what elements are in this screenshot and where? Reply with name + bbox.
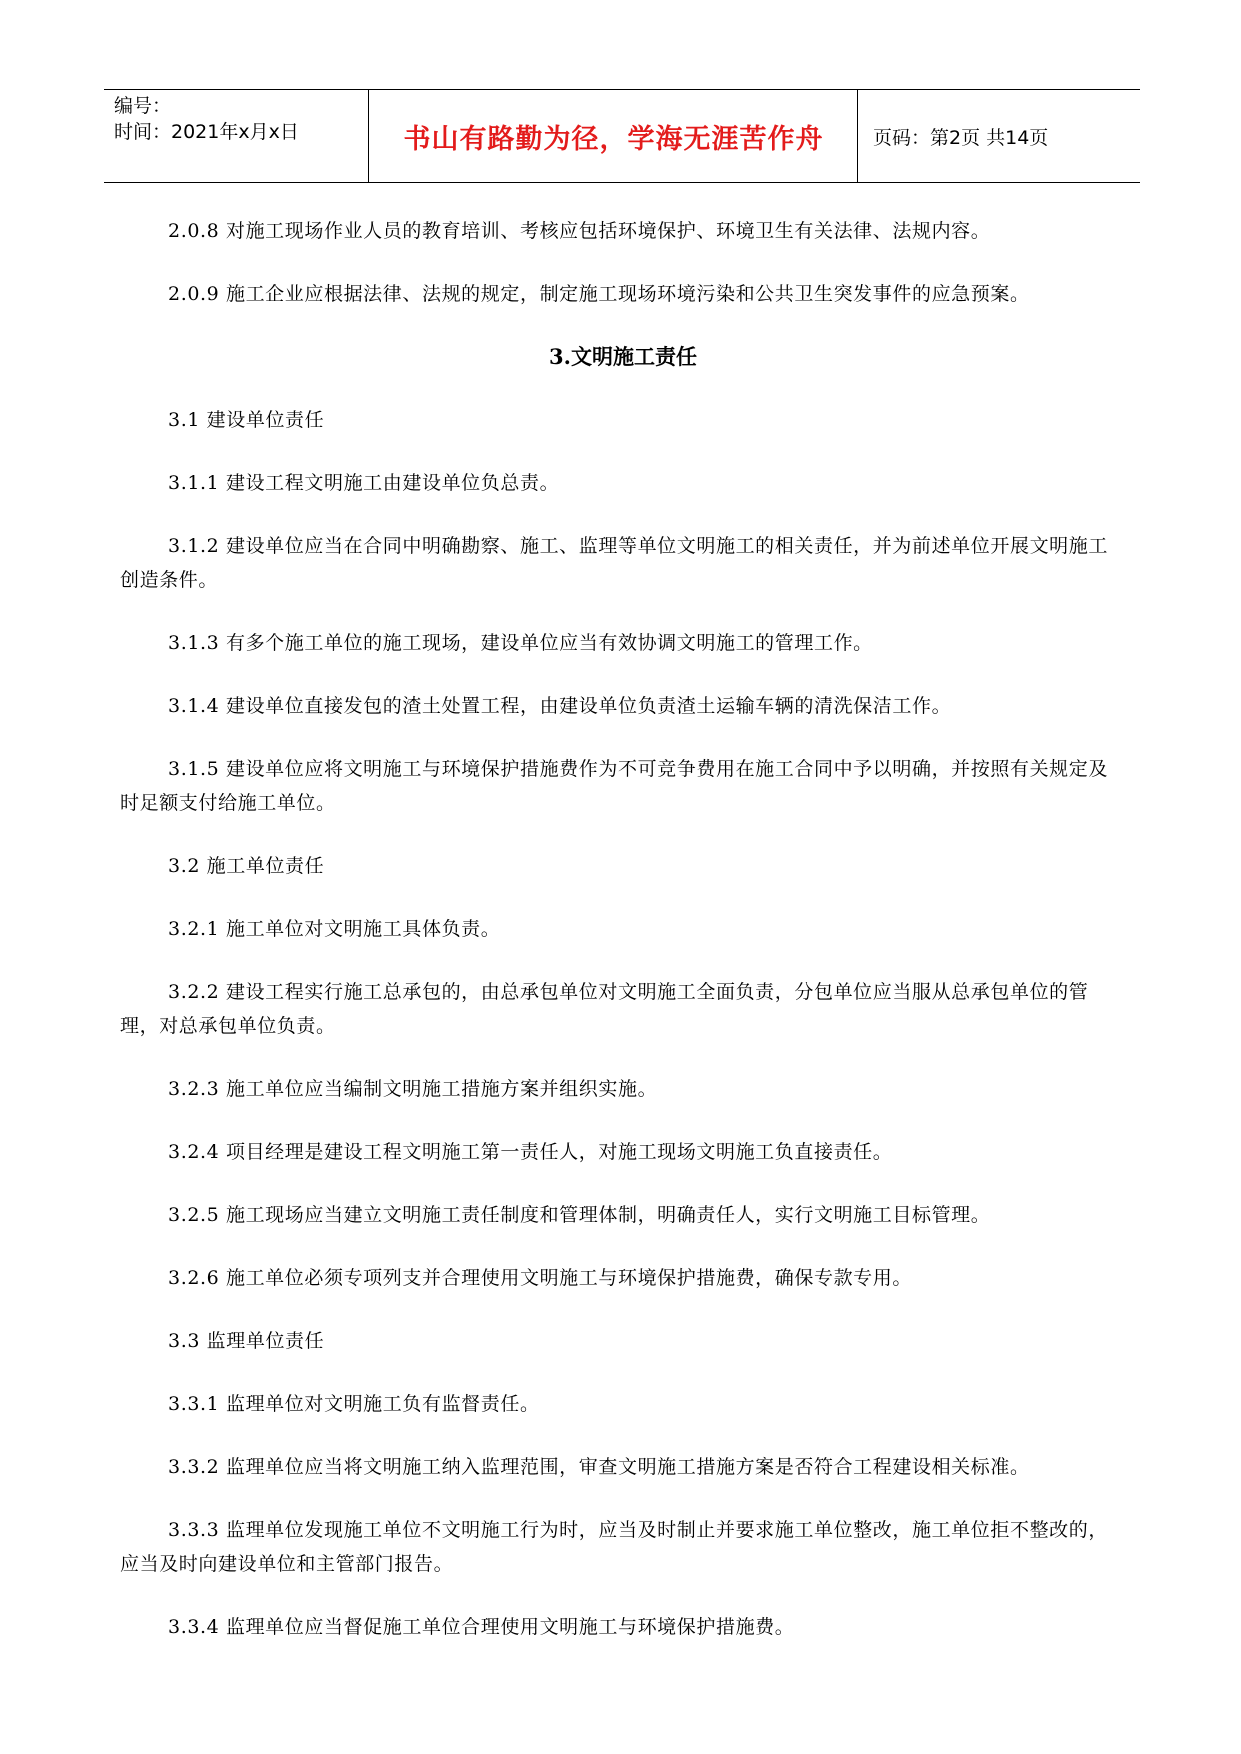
clause-3-1-1: 3.1.1 建设工程文明施工由建设单位负总责。 xyxy=(168,472,560,494)
document-body xyxy=(120,214,1126,1644)
header-time-label: 时间：2021年x月x日 xyxy=(114,121,299,143)
clause-3-2-3: 3.2.3 施工单位应当编制文明施工措施方案并组织实施。 xyxy=(168,1078,658,1100)
subsection-3-2: 3.2 施工单位责任 xyxy=(168,855,325,877)
clause-2-0-9: 2.0.9 施工企业应根据法律、法规的规定，制定施工现场环境污染和公共卫生突发事件的应急预案。 xyxy=(168,283,1030,305)
clause-3-3-1: 3.3.1 监理单位对文明施工负有监督责任。 xyxy=(168,1393,540,1415)
clause-3-2-2: 3.2.2 建设工程实行施工总承包的，由总承包单位对文明施工全面负责，分包单位应当服从总承包单位的管理，对总承包单位负责。 xyxy=(120,981,1089,1037)
header-motto: 书山有路勤为径，学海无涯苦作舟 xyxy=(403,123,824,155)
clause-3-1-3: 3.1.3 有多个施工单位的施工现场，建设单位应当有效协调文明施工的管理工作。 xyxy=(168,632,873,654)
clause-3-1-2: 3.1.2 建设单位应当在合同中明确勘察、施工、监理等单位文明施工的相关责任，并为前述单位开展文明施工创造条件。 xyxy=(120,535,1108,591)
header-code-label: 编号： xyxy=(114,95,172,117)
header-divider xyxy=(368,90,369,182)
header-divider xyxy=(857,90,858,182)
subsection-3-3: 3.3 监理单位责任 xyxy=(168,1330,325,1352)
clause-2-0-8: 2.0.8 对施工现场作业人员的教育培训、考核应包括环境保护、环境卫生有关法律、法规内容。 xyxy=(168,220,991,242)
clause-3-2-6: 3.2.6 施工单位必须专项列支并合理使用文明施工与环境保护措施费，确保专款专用。 xyxy=(168,1267,912,1289)
clause-3-2-1: 3.2.1 施工单位对文明施工具体负责。 xyxy=(168,918,501,940)
clause-3-3-3: 3.3.3 监理单位发现施工单位不文明施工行为时，应当及时制止并要求施工单位整改，施工单位拒不整改的，应当及时向建设单位和主管部门报告。 xyxy=(120,1519,1108,1575)
clause-3-3-2: 3.3.2 监理单位应当将文明施工纳入监理范围，审查文明施工措施方案是否符合工程建设相关标准。 xyxy=(168,1456,1030,1478)
clause-3-1-4: 3.1.4 建设单位直接发包的渣土处置工程，由建设单位负责渣土运输车辆的清洗保洁工作。 xyxy=(168,695,952,717)
subsection-3-1: 3.1 建设单位责任 xyxy=(168,409,325,431)
header-meta xyxy=(114,93,369,145)
clause-3-2-4: 3.2.4 项目经理是建设工程文明施工第一责任人，对施工现场文明施工负直接责任。 xyxy=(168,1141,893,1163)
clause-3-2-5: 3.2.5 施工现场应当建立文明施工责任制度和管理体制，明确责任人，实行文明施工目标管理。 xyxy=(168,1204,991,1226)
clause-3-3-4: 3.3.4 监理单位应当督促施工单位合理使用文明施工与环境保护措施费。 xyxy=(168,1616,795,1638)
clause-3-1-5: 3.1.5 建设单位应将文明施工与环境保护措施费作为不可竞争费用在施工合同中予以明确，并按照有关规定及时足额支付给施工单位。 xyxy=(120,758,1108,814)
header-page-number: 页码：第2页 共14页 xyxy=(873,126,1049,149)
section-title-3: 3.文明施工责任 xyxy=(549,344,697,369)
page-header xyxy=(104,89,1140,183)
